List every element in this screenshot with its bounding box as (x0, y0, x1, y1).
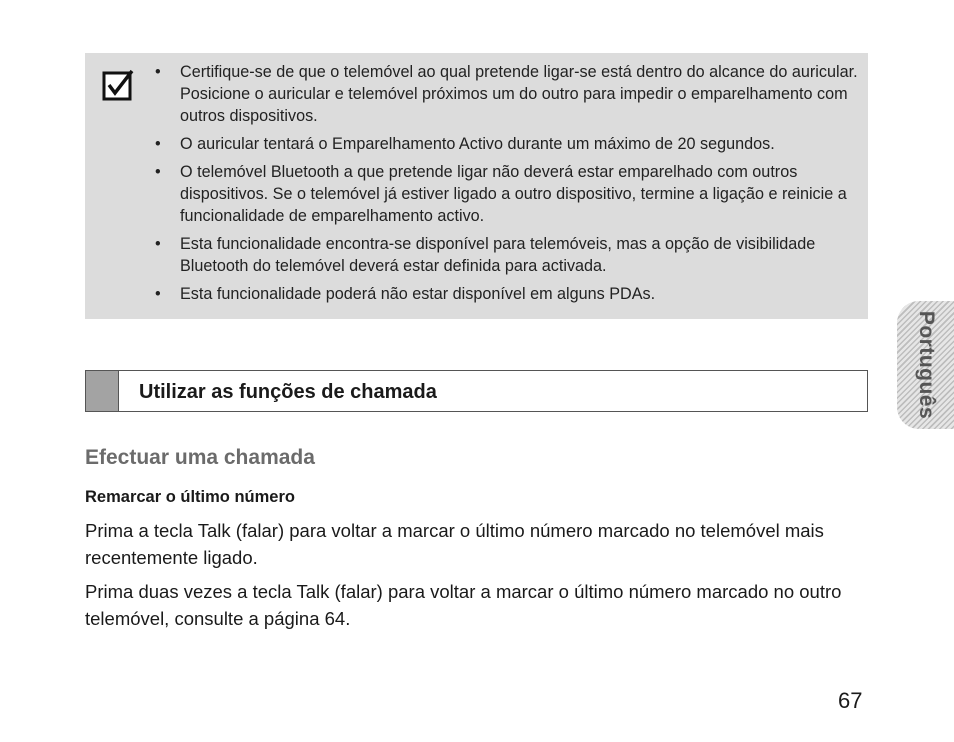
list-item: • Certifique-se de que o telemóvel ao qual pretende ligar-se está dentro do alcance do auricular. Posicione o auricular e telemóvel próximos um do outro para impedir o emparelhamento com outros dispositivos. (155, 63, 858, 125)
note-box (85, 53, 868, 319)
minor-heading: Remarcar o último número (85, 488, 295, 506)
list-item-text: O telemóvel Bluetooth a que pretende ligar não deverá estar emparelhado com outros dispositivos. Se o telemóvel já estiver ligado a outro dispositivo, termine a ligação e reinicie a funcionalidade de emparelhamento activo. (180, 163, 847, 225)
list-item-text: O auricular tentará o Emparelhamento Activo durante um máximo de 20 segundos. (180, 135, 775, 153)
list-item: • Esta funcionalidade poderá não estar disponível em alguns PDAs. (155, 285, 656, 303)
list-item-text: Certifique-se de que o telemóvel ao qual pretende ligar-se está dentro do alcance do auricular. Posicione o auricular e telemóvel próximos um do outro para impedir o emparelhamento com outros dispositivos. (180, 63, 858, 125)
section-header (85, 370, 868, 412)
page-number: 67 (838, 688, 863, 713)
section-marker (86, 371, 119, 411)
list-item-text: Esta funcionalidade encontra-se disponível para telemóveis, mas a opção de visibilidade Bluetooth do telemóvel deverá estar definida para activada. (180, 235, 816, 275)
paragraph: Prima duas vezes a tecla Talk (falar) para voltar a marcar o último número marcado no outro telemóvel, consulte a página 64. (85, 581, 842, 629)
checkbox-check-icon (102, 69, 134, 101)
list-item: • O telemóvel Bluetooth a que pretende ligar não deverá estar emparelhado com outros dispositivos. Se o telemóvel já estiver ligado a outro dispositivo, termine a ligação e reinicie a funcionalidade de emparelhamento activo. (155, 163, 847, 225)
subsection-title: Efectuar uma chamada (85, 446, 315, 469)
section-title: Utilizar as funções de chamada (139, 381, 437, 403)
paragraph: Prima a tecla Talk (falar) para voltar a marcar o último número marcado no telemóvel mais recentemente ligado. (85, 520, 824, 568)
list-item-text: Esta funcionalidade poderá não estar disponível em alguns PDAs. (180, 285, 656, 303)
language-tab (897, 301, 954, 429)
language-tab-label: Português (914, 310, 938, 420)
note-list (155, 61, 865, 311)
list-item: • O auricular tentará o Emparelhamento Activo durante um máximo de 20 segundos. (155, 135, 775, 153)
list-item: • Esta funcionalidade encontra-se disponível para telemóveis, mas a opção de visibilidade Bluetooth do telemóvel deverá estar definida para activada. (155, 235, 816, 275)
